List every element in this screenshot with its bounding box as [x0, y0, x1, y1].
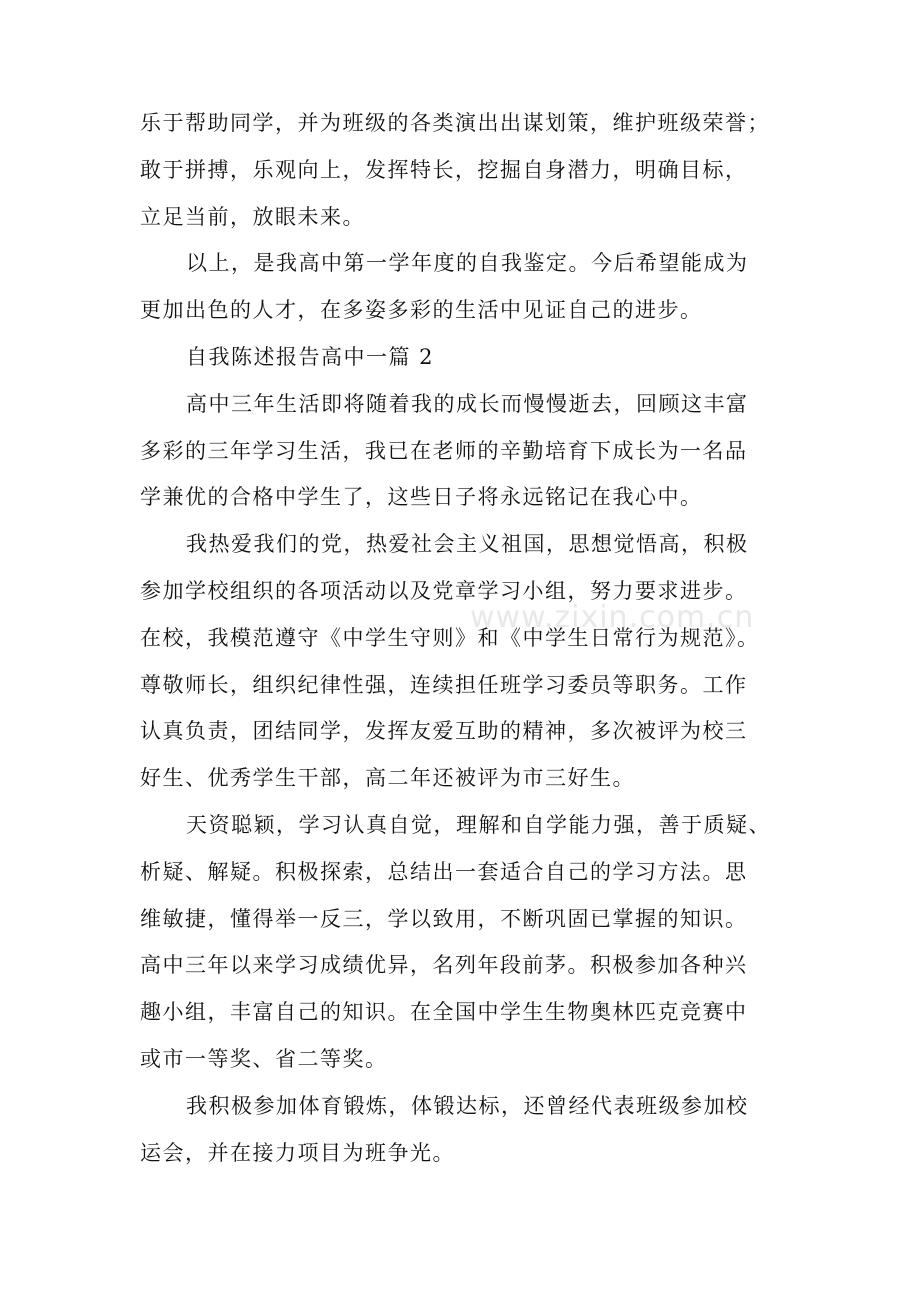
text-line: 在校，我模范遵守《中学生守则》和《中学生日常行为规范》。 [140, 625, 760, 650]
text-line: 趣小组，丰富自己的知识。在全国中学生生物奥林匹克竞赛中 [140, 1000, 748, 1025]
text-line: 高中三年以来学习成绩优异，名列年段前茅。积极参加各种兴 [140, 953, 748, 978]
text-line: 认真负责，团结同学，发挥友爱互助的精神，多次被评为校三 [140, 719, 748, 744]
watermark: www.zixin.com.cn [470, 600, 755, 635]
text-line: 参加学校组织的各项活动以及党章学习小组，努力要求进步。 [140, 578, 748, 603]
text-line: 我积极参加体育锻炼，体锻达标，还曾经代表班级参加校 [186, 1093, 749, 1118]
text-line: 学兼优的合格中学生了，这些日子将永远铭记在我心中。 [140, 485, 703, 510]
text-line: 天资聪颖，学习认真自觉，理解和自学能力强，善于质疑、 [186, 812, 771, 837]
text-line: 更加出色的人才，在多姿多彩的生活中见证自己的进步。 [140, 298, 703, 323]
text-line: 多彩的三年学习生活，我已在老师的辛勤培育下成长为一名品 [140, 438, 748, 463]
text-line: 立足当前，放眼未来。 [140, 204, 365, 229]
text-line: 析疑、解疑。积极探索，总结出一套适合自己的学习方法。思 [140, 859, 748, 884]
text-line: 好生、优秀学生干部，高二年还被评为市三好生。 [140, 766, 635, 791]
text-line: 敢于拼搏，乐观向上，发挥特长，挖掘自身潜力，明确目标， [140, 157, 748, 182]
text-line: 尊敬师长，组织纪律性强，连续担任班学习委员等职务。工作 [140, 672, 748, 697]
document-body [140, 100, 800, 1176]
text-line: 高中三年生活即将随着我的成长而慢慢逝去，回顾这丰富 [186, 391, 749, 416]
text-line: 以上，是我高中第一学年度的自我鉴定。今后希望能成为 [186, 251, 749, 276]
text-line: 维敏捷，懂得举一反三，学以致用，不断巩固已掌握的知识。 [140, 906, 748, 931]
section-heading: 自我陈述报告高中一篇 2 [186, 344, 435, 369]
text-line: 我热爱我们的党，热爱社会主义祖国，思想觉悟高，积极 [186, 532, 749, 557]
text-line: 乐于帮助同学，并为班级的各类演出出谋划策，维护班级荣誉； [140, 111, 770, 135]
text-line: 运会，并在接力项目为班争光。 [140, 1140, 455, 1165]
text-line: 或市一等奖、省二等奖。 [140, 1046, 388, 1071]
